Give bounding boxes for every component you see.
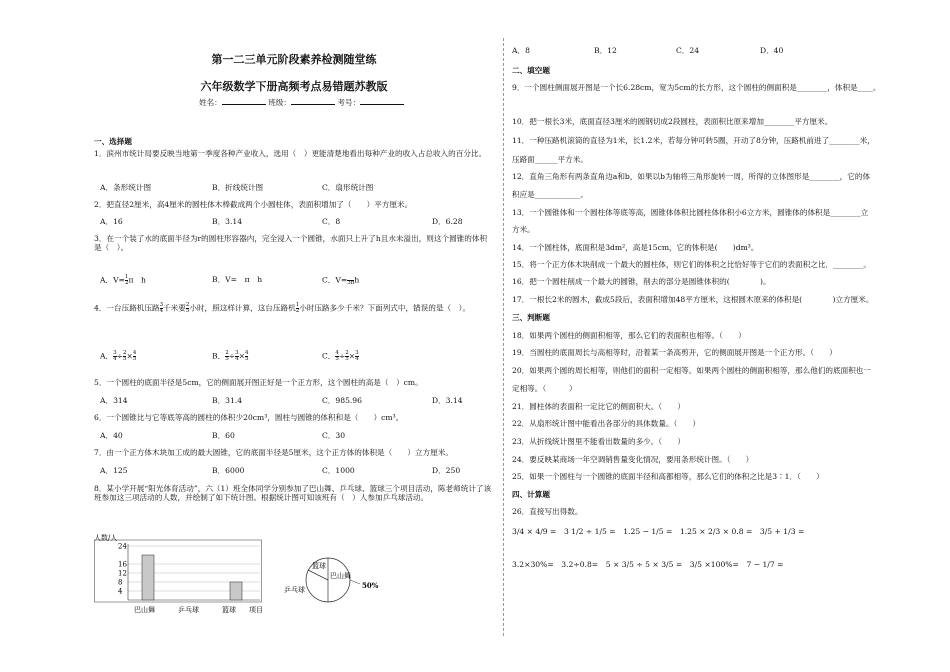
q7-option-a[interactable]: A．125 [100, 466, 128, 475]
question-11-line2: 压路面______平方米。 [512, 155, 588, 164]
question-23: 23．从折线统计图里不能看出数量的多少。（ ） [512, 437, 685, 446]
q1-option-a[interactable]: A．条形统计图 [100, 183, 152, 192]
calc-row-2: 3.2×30%= 3.2÷0.8= 5 × 3/5 ÷ 5 × 3/5 = 3/5 ×100%= 7 − 1/7 = [512, 560, 784, 569]
q8-option-d[interactable]: D．40 [760, 46, 784, 55]
q3-a-suffix: π h [128, 275, 146, 285]
class-blank[interactable] [291, 96, 335, 105]
question-20-line1: 20．如果两个圆的周长相等，则他们的面积一定相等。如果两个圆柱的侧面积相等，那么他们的底面积也一 [512, 366, 871, 375]
page-subtitle: 六年级数学下册高频考点易错题苏教版 [200, 80, 388, 93]
student-info [199, 96, 404, 107]
q3-c-suffix: h [354, 275, 360, 285]
question-25: 25．如果一个圆柱与一个圆锥的底面半径和高都相等，那么它们的体积之比是3∶1．（ ） [512, 472, 824, 481]
q5-option-b[interactable]: B．31.4 [212, 396, 243, 405]
calc-row-1: 3/4 × 4/9 = 3 1/2 ÷ 1/5 = 1.25 − 1/5 = 1.25 × 2/3 × 0.8 = 3/5 + 1/3 = [512, 527, 805, 536]
q3-b-prefix: B．V= [212, 275, 238, 284]
q2-option-d[interactable]: D．6.28 [432, 217, 463, 226]
question-12-line2: 积应是____________。 [512, 190, 588, 199]
q6-option-a[interactable]: A．40 [100, 431, 123, 440]
question-8: 8．某小学开展“阳光体育活动”，六（1）班全体同学分别参加了巴山舞、乒乓球、篮球三个项目活动，陈老师统计了该班参加这三项活动的人数，并绘制了如下统计图。根据统计图可知该班有（ ）人参加乒乓球活动。 [94, 484, 492, 503]
q3-option-a[interactable] [100, 275, 146, 286]
page-title: 第一二三单元阶段素养检测随堂练 [211, 53, 377, 66]
q3-a-fraction: $\frac{1}{2}$ [124, 274, 129, 286]
q3-option-c[interactable] [322, 275, 359, 286]
q7-option-b[interactable]: B．6000 [212, 466, 245, 475]
question-6: 6．一个圆锥比与它等底等高的圆柱的体积少20cm³，圆柱与圆锥的体积和是（ ）cm³。 [94, 413, 404, 422]
pie-annotation-line [350, 580, 360, 584]
bar-tick-label: 16 [118, 560, 127, 569]
q3-a-prefix: A．V= [100, 275, 125, 285]
bar-chart [94, 534, 274, 616]
q3-c-prefix: C．V= [322, 275, 348, 285]
q5-option-d[interactable]: D．3.14 [432, 396, 463, 405]
question-9: 9．一个圆柱侧面展开图是一个长6.28cm，宽为5cm的长方形，这个圆柱的侧面积是________，体积是____。 [512, 83, 881, 92]
q4-option-a[interactable]: A． $\frac{3}{4}$ ÷ $\frac{2}{5}$ × $\frac{4}{5}$ [100, 350, 137, 362]
name-label: 姓名： [199, 98, 222, 107]
question-5: 5．一个圆柱的底面半径是5cm，它的侧面展开图正好是一个正方形，这个圆柱的高是（ ）cm。 [94, 378, 423, 387]
pie-label-bashan-dance: 巴山舞 [330, 572, 351, 580]
bar-category-label: 乒乓球 [178, 606, 199, 614]
question-10: 10．把一根长3米，底面直径3厘米的圆钢切成2段圆柱，表面积比原来增加________平方厘米。 [512, 117, 833, 126]
q2-option-b[interactable]: B．3.14 [212, 217, 243, 226]
bar-2 [230, 582, 242, 600]
bar-category-label: 篮球 [222, 606, 236, 614]
pie-annotation: 50% [362, 581, 379, 590]
bar-chart-xlabel: 项目 [249, 606, 263, 614]
question-24: 24．要反映某商场一年空调销售量变化情况，要用条形统计图。（ ） [512, 455, 754, 464]
name-blank[interactable] [222, 96, 266, 105]
question-15: 15．将一个正方体木块削成一个最大的圆柱体，则它们的体积之比恰好等于它们的表面积之比．________。 [512, 260, 871, 269]
bar-0 [142, 555, 154, 600]
q4-option-c[interactable]: C． $\frac{4}{5}$ ÷ $\frac{2}{5}$ × $\frac{3}{4}$ [322, 350, 359, 362]
question-22: 22．从扇形统计图中能看出各部分的具体数量。（ ） [512, 419, 701, 428]
question-13-line2: 方米。 [512, 225, 535, 234]
q3-b-suffix: π h [244, 275, 263, 284]
q7-option-d[interactable]: D．250 [432, 466, 461, 475]
q8-option-b[interactable]: B．12 [594, 46, 617, 55]
question-3: 3．在一个装了水的底面半径为r的圆柱形容器内，完全浸入一个圆锥，水面只上升了h且水未溢出，则这个圆锥的体积是（ ）。 [94, 234, 488, 253]
q6-option-b[interactable]: B．60 [212, 431, 235, 440]
question-20-line2: 定相等。（ ） [512, 384, 577, 393]
pie-chart [282, 542, 392, 622]
q1-option-c[interactable]: C．扇形统计图 [322, 183, 374, 192]
q7-option-c[interactable]: C．1000 [322, 466, 355, 475]
question-26: 26．直接写出得数。 [512, 507, 583, 516]
question-16: 16．把一个圆柱削成一个最大的圆锥，削去的部分是圆锥体积的( )。 [512, 277, 771, 286]
question-11-line1: 11．一种压路机滚筒的直径为1米，长1.2米，若每分钟可转5圈，开动了8分钟，压路机前进了________米， [512, 136, 875, 145]
q4-option-b[interactable]: B． $\frac{2}{5}$ ÷ $\frac{3}{4}$ × $\frac{4}{5}$ [212, 350, 249, 362]
class-label: 班级： [268, 98, 291, 107]
q3-c-fraction: 3π [347, 275, 354, 286]
section-true-false: 三、判断题 [512, 313, 550, 322]
q5-option-c[interactable]: C．985.96 [322, 396, 362, 405]
q1-option-b[interactable]: B．折线统计图 [212, 183, 264, 192]
bar-chart-ylabel: 人数/人 [94, 534, 118, 542]
bar-tick-label: 24 [118, 542, 127, 551]
section-choice: 一、选择题 [94, 137, 132, 146]
section-fill-blank: 二、填空题 [512, 66, 550, 75]
question-2: 2．把直径2厘米，高4厘米的圆柱体木棒截成两个小圆柱体，表面积增加了（ ）平方厘米。 [94, 200, 413, 209]
bar-tick-label: 12 [118, 569, 127, 578]
question-14: 14．一个圆柱体，底面积是3dm²，高是15cm，它的体积是( )dm³。 [512, 243, 759, 252]
question-12-line1: 12．直角三角形有两条直角边a和b，如果以b为轴将三角形旋转一周，所得的立体图形是________，它的体 [512, 172, 871, 181]
pie-label-table-tennis: 乒乓球 [284, 586, 305, 594]
bar-tick-label: 8 [118, 578, 123, 587]
question-4: 4．一台压路机压路 $\frac{3}{4}$ 千米要 $\frac{2}{5}$ 小时，照这样计算，这台压路机 $\frac{1}{2}$ 小时压路多少千米？下面列式中，错误的是（ ）。 [94, 302, 471, 314]
pie-label-basketball: 篮球 [312, 562, 326, 570]
q8-option-a[interactable]: A．8 [512, 46, 530, 55]
question-18: 18．如果两个圆柱的侧面积相等，那么它们的表面积也相等。（ ） [512, 331, 746, 340]
question-7: 7．由一个正方体木块加工成的最大圆锥，它的底面半径是5厘米，这个正方体的体积是（ ）立方厘米。 [94, 448, 453, 457]
q2-option-c[interactable]: C．8 [322, 217, 341, 226]
bar-category-label: 巴山舞 [134, 606, 155, 614]
question-21: 21．圆柱体的表面积一定比它的侧面积大。（ ） [512, 402, 685, 411]
bar-chart-svg [94, 534, 274, 616]
pie-chart-svg [282, 542, 392, 622]
exam-no-label: 考号： [337, 98, 361, 107]
question-1: 1．滨州市统计局要反映当地第一季度各种产业收入，选用（ ）更能清楚地看出每种产业的收入占总收入的百分比。 [94, 149, 487, 158]
q6-option-c[interactable]: C．30 [322, 431, 346, 440]
question-19: 19．当圆柱的底面周长与高相等时，沿着某一条高剪开，它的侧面展开图是一个正方形。（ ） [512, 348, 837, 357]
bar-tick-label: 4 [118, 587, 123, 596]
exam-no-blank[interactable] [360, 96, 404, 105]
q2-option-a[interactable]: A．16 [100, 217, 123, 226]
q5-option-a[interactable]: A．314 [100, 396, 128, 405]
q8-option-c[interactable]: C．24 [676, 46, 700, 55]
question-17: 17．一根长2米的圆木，截成5段后，表面积增加48平方厘米，这根圆木原来的体积是( )立方厘米。 [512, 295, 874, 304]
q3-option-b[interactable] [212, 275, 262, 284]
column-divider [503, 38, 504, 636]
question-13-line1: 13．一个圆锥体和一个圆柱体等底等高，圆锥体体积比圆柱体体积小6立方米，圆锥体的体积是________立 [512, 208, 869, 217]
section-calculation: 四、计算题 [512, 490, 550, 499]
